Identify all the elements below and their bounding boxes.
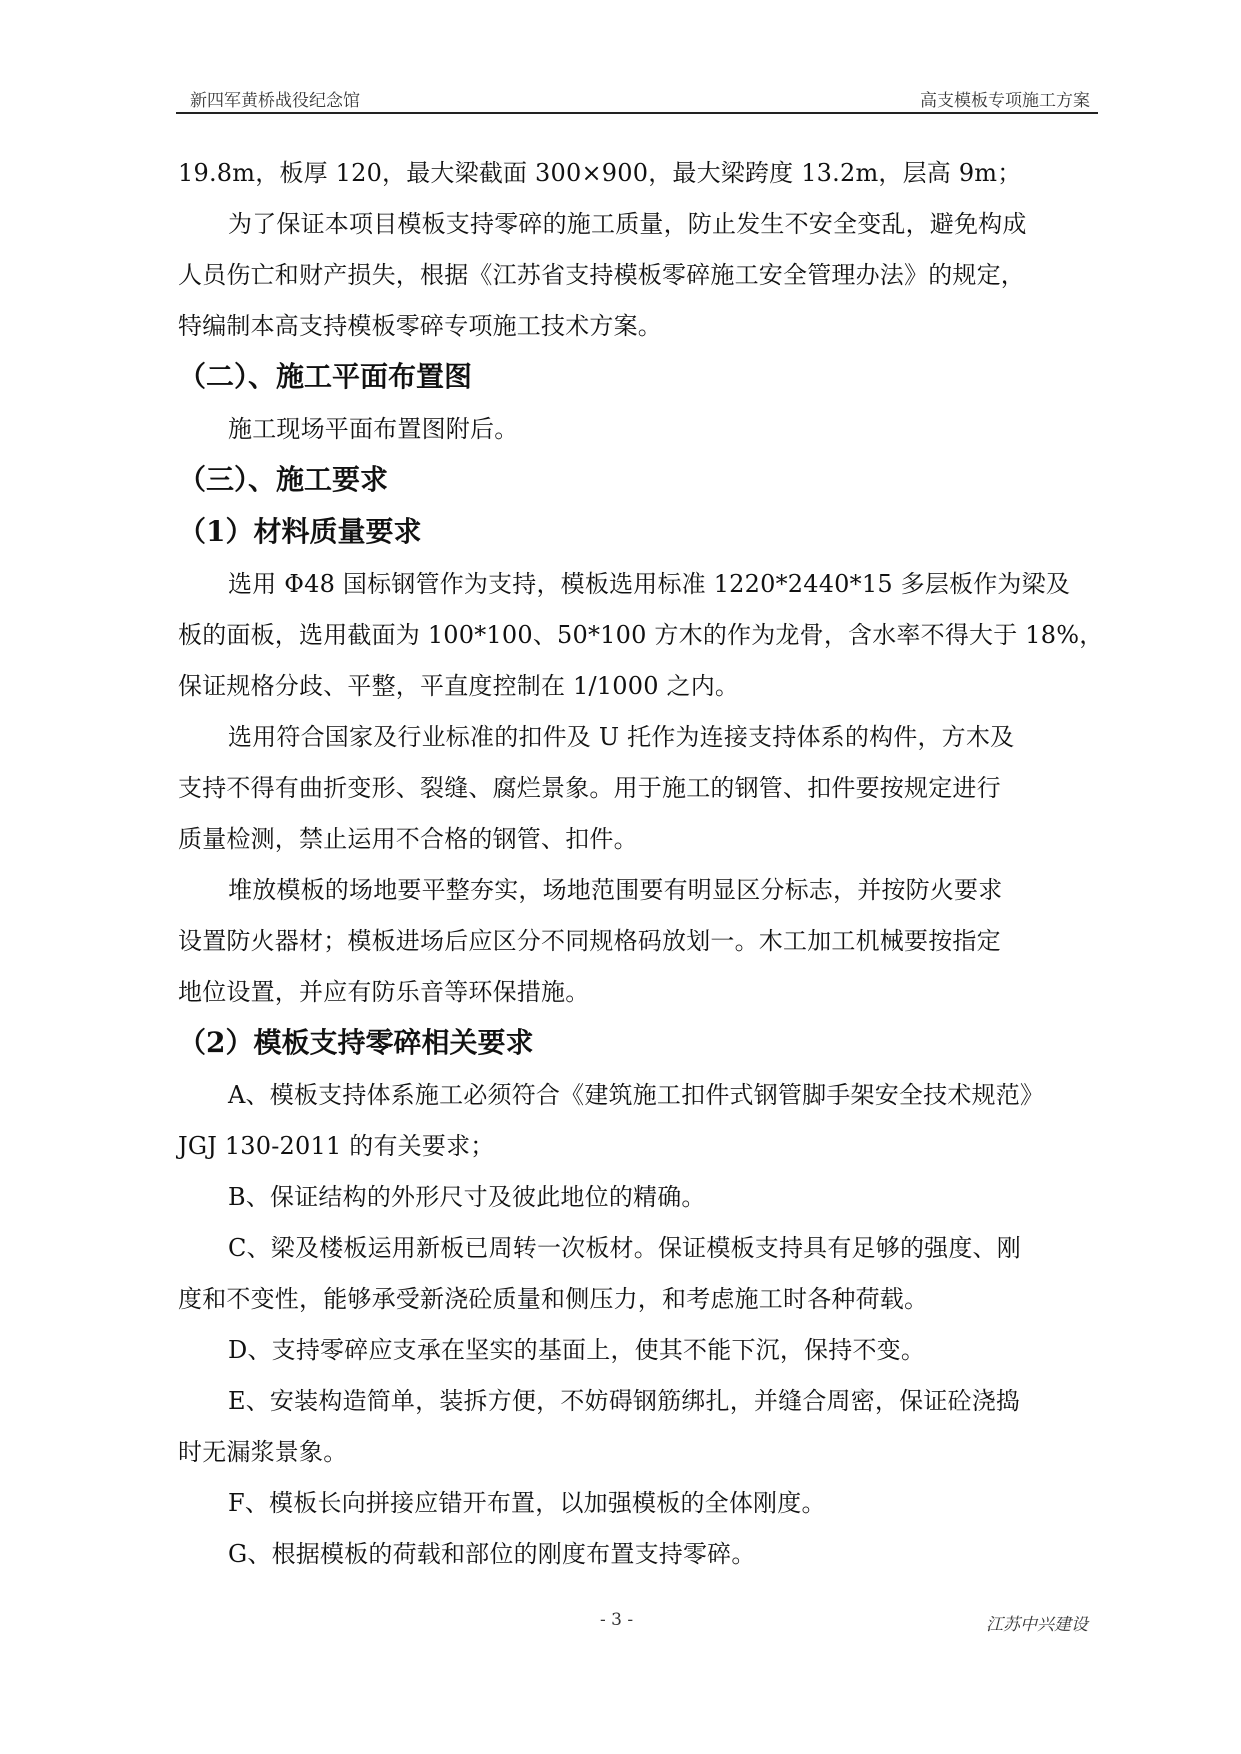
section-heading: （三）、施工要求 bbox=[178, 463, 389, 496]
paragraph-line: 保证规格分歧、平整，平直度控制在 1/1000 之内。 bbox=[178, 672, 740, 700]
paragraph-line: G、根据模板的荷载和部位的刚度布置支持零碎。 bbox=[228, 1540, 756, 1568]
paragraph-line: 人员伤亡和财产损失，根据《江苏省支持模板零碎施工安全管理办法》的规定， bbox=[178, 261, 1025, 289]
paragraph-line: 19.8m，板厚 120，最大梁截面 300×900，最大梁跨度 13.2m，层高 9m； bbox=[178, 159, 1022, 187]
paragraph-line: 选用 Φ48 国标钢管作为支持，模板选用标准 1220*2440*15 多层板作为梁及 bbox=[228, 570, 1071, 598]
header-project-name: 新四军黄桥战役纪念馆 bbox=[190, 91, 360, 111]
paragraph-line: E、安装构造简单，装拆方便，不妨碍钢筋绑扎，并缝合周密，保证砼浇捣 bbox=[228, 1387, 1021, 1415]
footer-company: 江苏中兴建设 bbox=[986, 1615, 1088, 1635]
paragraph-line: A、模板支持体系施工必须符合《建筑施工扣件式钢管脚手架安全技术规范》 bbox=[228, 1081, 1045, 1109]
paragraph-line: JGJ 130-2011 的有关要求； bbox=[178, 1132, 495, 1160]
page-number: - 3 - bbox=[600, 1610, 634, 1630]
paragraph-line: 特编制本高支持模板零碎专项施工技术方案。 bbox=[178, 312, 662, 340]
paragraph-line: 施工现场平面布置图附后。 bbox=[228, 415, 519, 443]
paragraph-line: 选用符合国家及行业标准的扣件及 U 托作为连接支持体系的构件，方木及 bbox=[228, 723, 1015, 751]
page-header bbox=[176, 86, 1096, 112]
header-document-title: 高支模板专项施工方案 bbox=[920, 91, 1090, 111]
paragraph-line: 板的面板，选用截面为 100*100、50*100 方木的作为龙骨，含水率不得大于 18%， bbox=[178, 621, 1104, 649]
paragraph-line: 地位设置，并应有防乐音等环保措施。 bbox=[178, 978, 590, 1006]
paragraph-line: C、梁及楼板运用新板已周转一次板材。保证模板支持具有足够的强度、刚 bbox=[228, 1234, 1021, 1262]
section-heading: （2）模板支持零碎相关要求 bbox=[178, 1026, 534, 1059]
paragraph-line: 支持不得有曲折变形、裂缝、腐烂景象。用于施工的钢管、扣件要按规定进行 bbox=[178, 774, 1001, 802]
paragraph-line: F、模板长向拼接应错开布置，以加强模板的全体刚度。 bbox=[228, 1489, 826, 1517]
paragraph-line: 设置防火器材；模板进场后应区分不同规格码放划一。木工加工机械要按指定 bbox=[178, 927, 1001, 955]
header-divider bbox=[176, 112, 1098, 114]
document-body bbox=[178, 158, 1108, 1590]
section-heading: （二）、施工平面布置图 bbox=[178, 360, 473, 393]
paragraph-line: 质量检测，禁止运用不合格的钢管、扣件。 bbox=[178, 825, 638, 853]
section-heading: （1）材料质量要求 bbox=[178, 515, 422, 548]
paragraph-line: B、保证结构的外形尺寸及彼此地位的精确。 bbox=[228, 1183, 706, 1211]
paragraph-line: 为了保证本项目模板支持零碎的施工质量，防止发生不安全变乱，避免构成 bbox=[228, 210, 1027, 238]
paragraph-line: D、支持零碎应支承在坚实的基面上，使其不能下沉，保持不变。 bbox=[228, 1336, 926, 1364]
paragraph-line: 时无漏浆景象。 bbox=[178, 1438, 348, 1466]
paragraph-line: 度和不变性，能够承受新浇砼质量和侧压力，和考虑施工时各种荷载。 bbox=[178, 1285, 929, 1313]
paragraph-line: 堆放模板的场地要平整夯实，场地范围要有明显区分标志，并按防火要求 bbox=[228, 876, 1003, 904]
